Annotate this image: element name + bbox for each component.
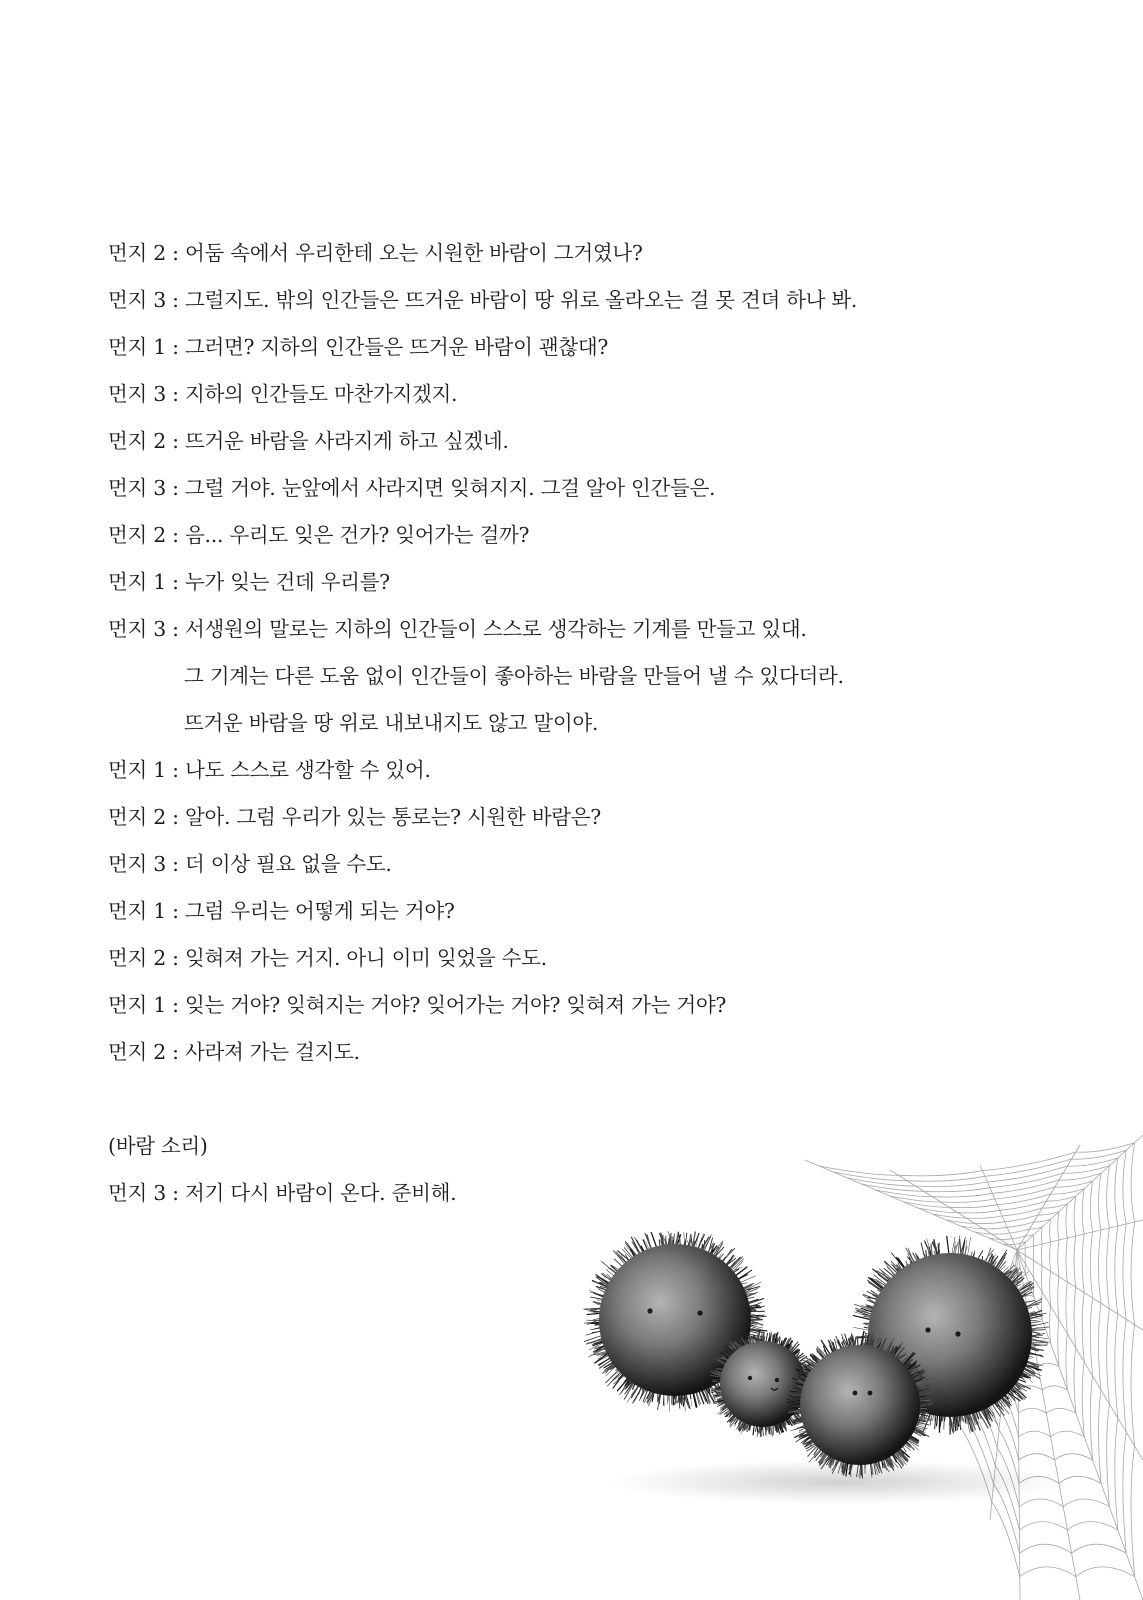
closing-line: 먼지 3 : 저기 다시 바람이 온다. 준비해.	[108, 1181, 457, 1205]
stage-direction: (바람 소리)	[108, 1134, 208, 1158]
dialogue-line-4: 먼지 3 : 지하의 인간들도 마찬가지겠지.	[108, 382, 458, 406]
dialogue-line-18: 먼지 2 : 사라져 가는 걸지도.	[108, 1040, 360, 1064]
dialogue-line-1: 먼지 2 : 어둠 속에서 우리한테 오는 시원한 바람이 그거였나?	[108, 241, 643, 265]
dialogue-line-16: 먼지 2 : 잊혀져 가는 거지. 아니 이미 잊었을 수도.	[108, 946, 547, 970]
dialogue-line-11: 뜨거운 바람을 땅 위로 내보내지도 않고 말이야.	[184, 711, 599, 735]
blank-gap	[108, 1076, 1008, 1123]
dust-creatures-illustration	[560, 1130, 1143, 1600]
dialogue-line-2: 먼지 3 : 그럴지도. 밖의 인간들은 뜨거운 바람이 땅 위로 올라오는 걸 못 견뎌 하나 봐.	[108, 288, 858, 312]
dialogue-line-15: 먼지 1 : 그럼 우리는 어떻게 되는 거야?	[108, 899, 455, 923]
dialogue-line-6: 먼지 3 : 그럴 거야. 눈앞에서 사라지면 잊혀지지. 그걸 알아 인간들은.	[108, 476, 716, 500]
dialogue-line-13: 먼지 2 : 알아. 그럼 우리가 있는 통로는? 시원한 바람은?	[108, 805, 601, 829]
dialogue-line-5: 먼지 2 : 뜨거운 바람을 사라지게 하고 싶겠네.	[108, 429, 509, 453]
dialogue-line-7: 먼지 2 : 음... 우리도 잊은 건가? 잊어가는 걸까?	[108, 523, 530, 547]
dialogue-line-12: 먼지 1 : 나도 스스로 생각할 수 있어.	[108, 758, 431, 782]
dialogue-line-14: 먼지 3 : 더 이상 필요 없을 수도.	[108, 852, 392, 876]
dialogue-line-10: 그 기계는 다른 도움 없이 인간들이 좋아하는 바람을 만들어 낼 수 있다더라.	[184, 664, 844, 688]
script-body	[108, 230, 1008, 1217]
dialogue-line-17: 먼지 1 : 잊는 거야? 잊혀지는 거야? 잊어가는 거야? 잊혀져 가는 거야?	[108, 993, 727, 1017]
dialogue-line-9: 먼지 3 : 서생원의 말로는 지하의 인간들이 스스로 생각하는 기계를 만들고 있대.	[108, 617, 807, 641]
dialogue-line-3: 먼지 1 : 그러면? 지하의 인간들은 뜨거운 바람이 괜찮대?	[108, 335, 609, 359]
dialogue-line-8: 먼지 1 : 누가 잊는 건데 우리를?	[108, 570, 390, 594]
